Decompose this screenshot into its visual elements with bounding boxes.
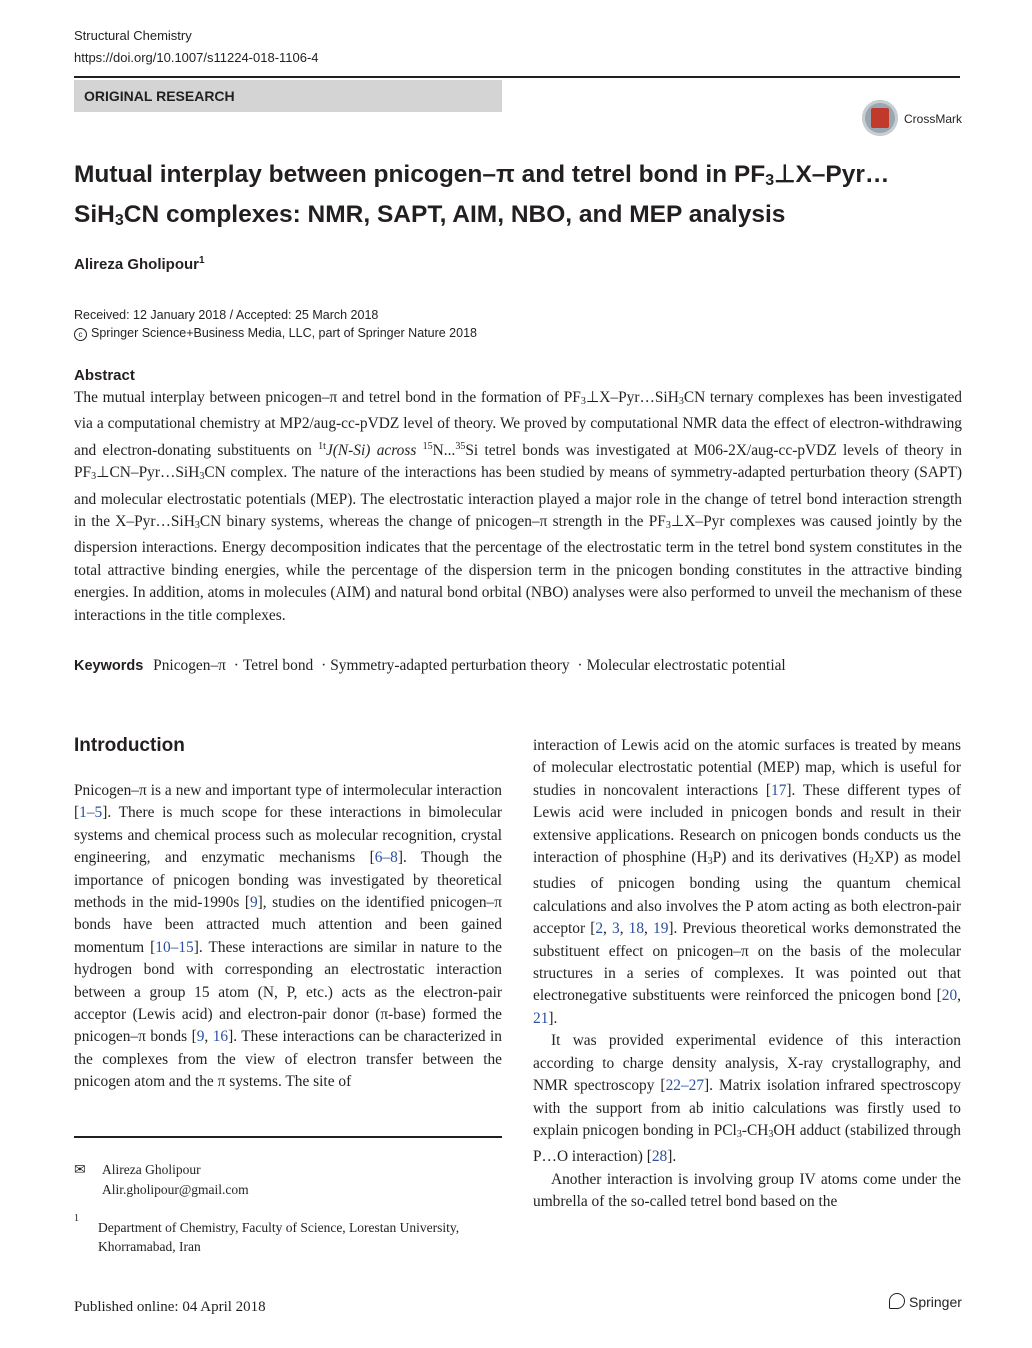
keywords: Keywords Pnicogen–π · Tetrel bond · Symmetry-adapted perturbation theory · Molecular electrostatic potential [74, 657, 786, 674]
publisher-logo: Springer [889, 1293, 962, 1310]
citation-link[interactable]: 9 [249, 894, 258, 912]
copyright-icon: c [74, 328, 87, 341]
citation-link[interactable]: 10–15 [155, 938, 194, 956]
corresponding-author-name: Alireza Gholipour [102, 1162, 201, 1177]
intro-left-column: Pnicogen–π is a new and important type of intermolecular interaction [1–5]. There is much scope for these interactions in bimolecular systems and chemical process such as molecular recognition, crystal engineering, and enzymatic mechanisms [6–8]. Though the importance of pnicogen bonding was investigated by theoretical methods in the mid-1990s [9], studies on the identified pnicogen–π bonds have been attracted much attention and been gained momentum [10–15]. These interactions are similar in nature to the hydrogen bond with corresponding an electrostatic interaction between a group 15 atom (N, P, etc.) acts as the electron-pair acceptor (Lewis acid) and electron-pair donor (π-base) formed the pnicogen–π bonds [9, 16]. These interactions can be characterized in the complexes from the view of electron transfer between the pnicogen atom and the π systems. The site of [74, 782, 502, 1091]
journal-name: Structural Chemistry [74, 28, 192, 43]
affiliation-text: Department of Chemistry, Faculty of Science, Lorestan University, Khorramabad, Iran [98, 1220, 460, 1254]
header-rule [74, 76, 960, 78]
keyword[interactable]: Tetrel bond [242, 657, 314, 674]
published-online-date: Published online: 04 April 2018 [74, 1299, 266, 1315]
citation-link[interactable]: 18 [628, 920, 645, 938]
article-type-banner: ORIGINAL RESEARCH [74, 80, 502, 112]
corresponding-author-email[interactable]: Alir.gholipour@gmail.com [102, 1182, 249, 1197]
abstract-heading: Abstract [74, 367, 135, 384]
keyword[interactable]: Pnicogen–π [153, 657, 226, 674]
citation-link[interactable]: 22–27 [665, 1077, 705, 1095]
copyright-line: c Springer Science+Business Media, LLC, part of Springer Nature 2018 [74, 326, 477, 341]
citation-link[interactable]: 20 [941, 987, 958, 1005]
citation-link[interactable]: 3 [612, 920, 620, 938]
author-name[interactable]: Alireza Gholipour$^1$ [74, 255, 205, 273]
crossmark-badge[interactable] [862, 100, 962, 138]
keyword[interactable]: Molecular electrostatic potential [586, 657, 786, 674]
intro-right-column: interaction of Lewis acid on the atomic surfaces is treated by means of molecular electrostatic potential (MEP) map, which is useful for studies in noncovalent interactions [17]. These different types of Lewis acid were included in pnicogen bonds and result in their extensive applications. Research on pnicogen bonds conducts us the interaction of phosphine $(H_3P)$ and its derivatives $(H_2XP)$ as model studies of pnicogen bonding using the quantum chemical calculations and also involves the P atom acting as both electron-pair acceptor [2, 3, 18, 19]. Previous theoretical works demonstrated the substituent effect on pnicogen–π on the basis of the molecular structures in a series of complexes. It was pointed out that electronegative substituents were reinforced the pnicogen bond [20, 21]. It was provided experimental evidence of this interaction according to charge density analysis, X-ray crystallography, and NMR spectroscopy [22–27]. Matrix isolation infrared spectroscopy with the support from ab initio calculations was firstly used to explain pnicogen bonding in $PCl_3-CH_3OH$ adduct (stabilized through P…O interaction) [28]. Another interaction is involving group IV atoms come under the umbrella of the so-called tetrel bond based on the [533, 737, 961, 1211]
citation-link[interactable]: 19 [653, 920, 669, 938]
citation-link[interactable]: 9 [196, 1028, 205, 1046]
crossmark-label: CrossMark [904, 112, 963, 126]
section-heading-introduction: Introduction [74, 735, 185, 756]
crossmark-bookmark-icon [871, 108, 889, 128]
doi-link[interactable]: https://doi.org/10.1007/s11224-018-1106-4 [74, 50, 319, 65]
springer-horse-icon [889, 1293, 905, 1309]
citation-link[interactable]: 1–5 [79, 804, 103, 822]
citation-link[interactable]: 17 [771, 781, 787, 799]
citation-link[interactable]: 6–8 [374, 849, 398, 867]
citation-link[interactable]: 21 [533, 1009, 549, 1027]
keywords-label: Keywords [74, 658, 144, 674]
abstract-text: The mutual interplay between pnicogen–π and tetrel bond in the formation of $PF_3\perp X-Pyr\dots SiH_3CN$ ternary complexes has been investigated via a computational chemistry at MP2/aug-cc-pVDZ level of theory. We proved by computational NMR data the effect of electron-withdrawing and electron-donating substituents on $^{1t}$J(N-Si) across $^{15}$N...$^{35}$Si tetrel bonds was investigated at M06-2X/aug-cc-pVDZ levels of theory in $PF_3\perp CN-Pyr\dots SiH_3CN$ complex. The nature of the interactions has been studied by means of symmetry-adapted perturbation theory (SAPT) and molecular electrostatic potentials (MEP). The electrostatic interaction played a major role in the change of tetrel bond interaction strength in the X–Pyr…SiH$_3$CN binary systems, whereas the change of pnicogen–π strength in the $PF_3\perp X$–Pyr complexes was caused jointly by the dispersion interactions. Energy decomposition indicates that the percentage of the electrostatic term in the tetrel bond system constitutes in the total attractive binding energies, while the percentage of the dispersion term in the pnicogen bonding constitutes in the attractive binding energies. In addition, atoms in molecules (AIM) and natural bond orbital (NBO) analyses were also performed to unveil the mechanism of these interactions in the title complexes. [74, 389, 962, 624]
received-accepted-dates: Received: 12 January 2018 / Accepted: 25 March 2018 [74, 308, 379, 322]
citation-link[interactable]: 16 [212, 1028, 229, 1046]
footnote-rule [74, 1136, 502, 1138]
citation-link[interactable]: 28 [651, 1148, 668, 1166]
article-title: Mutual interplay between pnicogen–π and tetrel bond in $PF_3\perp X-Pyr\dots$ SiH$_3$CN complexes: NMR, SAPT, AIM, NBO, and MEP analysis [74, 161, 890, 229]
keyword[interactable]: Symmetry-adapted perturbation theory [330, 657, 570, 674]
citation-link[interactable]: 2 [595, 920, 604, 938]
affiliation-number: 1 [74, 1213, 79, 1224]
envelope-icon: ✉ [74, 1163, 86, 1178]
